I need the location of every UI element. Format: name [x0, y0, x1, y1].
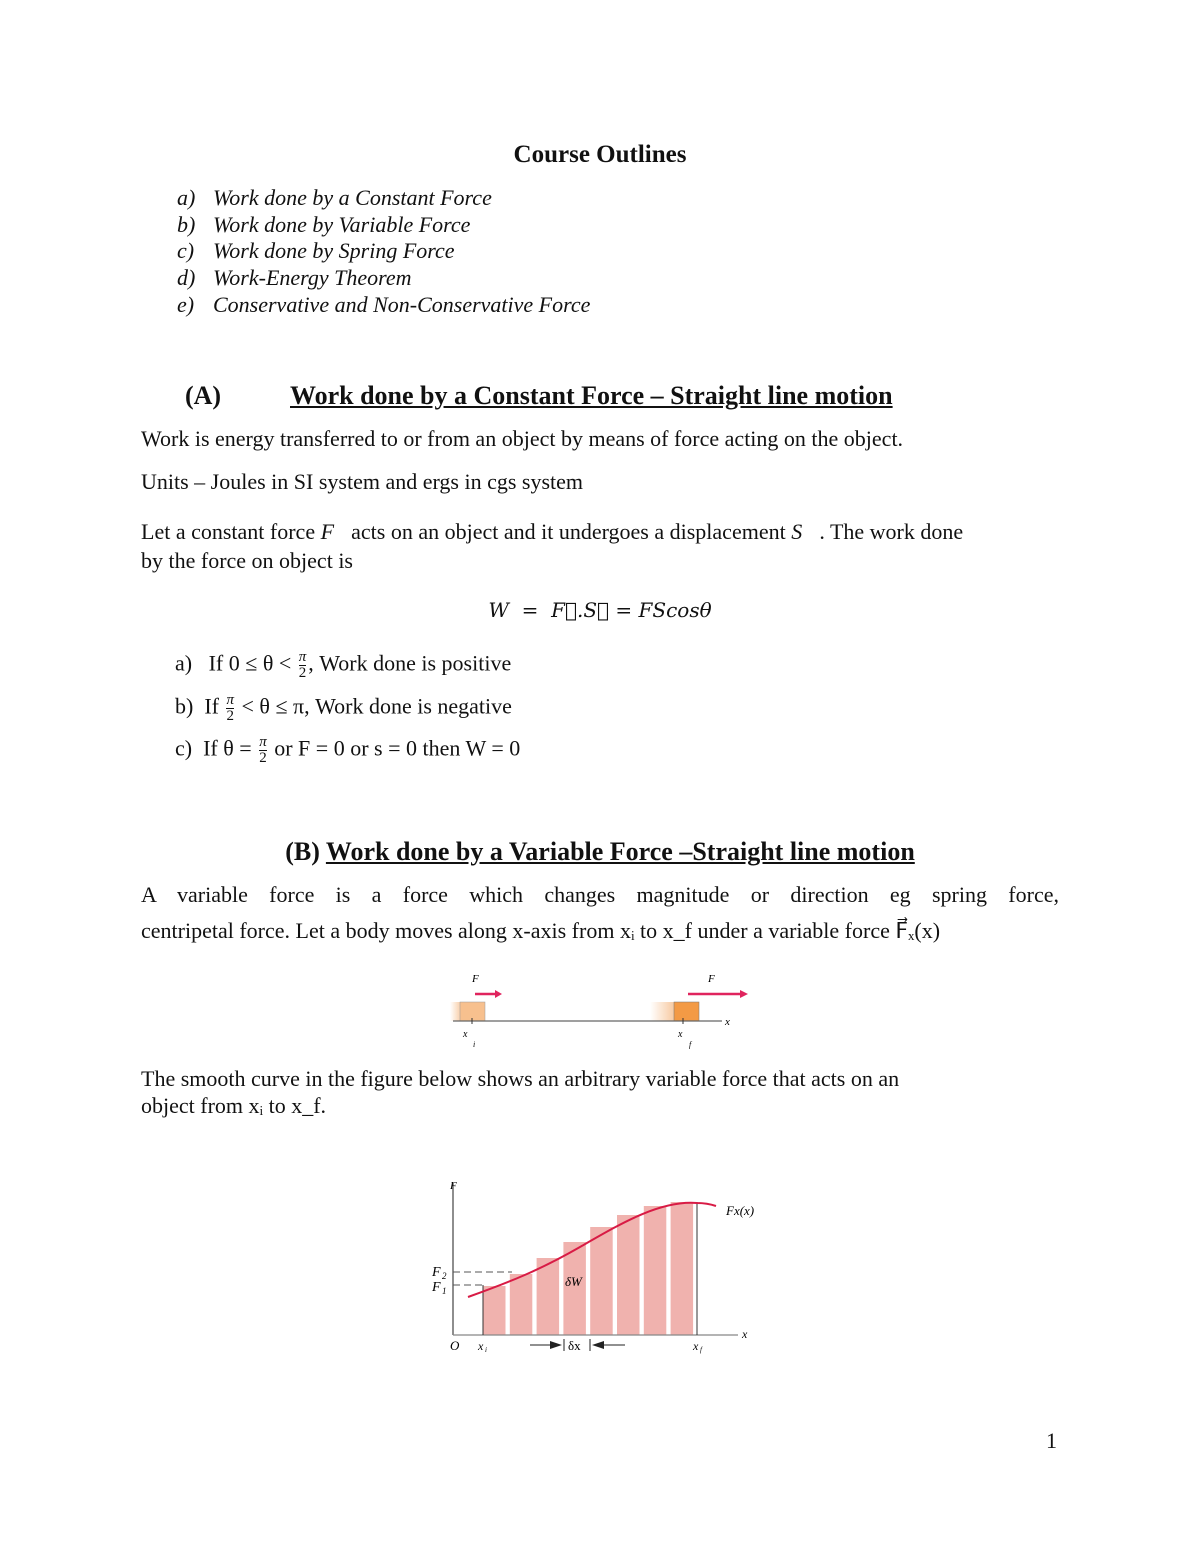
work-equation: W = F⃗.S⃗ = FScosθ [488, 598, 712, 622]
xf-label: x [678, 1029, 683, 1040]
f-axis-label: F [450, 1180, 457, 1192]
force-label: F [708, 973, 715, 985]
xi-label: x [463, 1029, 468, 1040]
numerator: π [298, 649, 307, 665]
text: . The work done [819, 519, 964, 544]
section-b-label: (B) [285, 837, 320, 866]
paragraph: by the force on object is [141, 548, 353, 573]
section-b-heading: Work done by a Variable Force –Straight line motion [325, 837, 915, 866]
variable-force-graph [420, 1170, 780, 1360]
numerator: π [259, 734, 267, 750]
text: acts on an object and it undergoes a displacement [351, 519, 792, 544]
fraction [259, 735, 267, 766]
denominator: 2 [259, 750, 267, 766]
outline-label: a) [177, 185, 196, 210]
fraction [299, 650, 307, 681]
section-a-label: (A) [185, 381, 222, 410]
final-block [674, 1002, 699, 1021]
x-axis-label: x [742, 1327, 748, 1341]
page-number: 1 [1046, 1428, 1057, 1453]
f1-label: F [432, 1280, 441, 1295]
outline-label: c) [177, 238, 195, 263]
arrowhead [550, 1341, 562, 1349]
case-item [175, 735, 520, 766]
outline-item: Work done by Variable Force [213, 212, 471, 237]
work-strip [483, 1286, 506, 1335]
text: Let a constant force [141, 519, 321, 544]
fraction [226, 693, 234, 724]
curve-label: Fx(x) [726, 1203, 755, 1218]
outline-label: e) [177, 292, 195, 317]
case-post: < θ ≤ π, Work done is negative [236, 693, 512, 719]
block-displacement-figure [440, 965, 770, 1055]
xi-label: x [478, 1339, 484, 1353]
work-strip [671, 1202, 694, 1335]
xf-subscript: f [700, 1346, 702, 1354]
case-label: a) [175, 650, 193, 676]
paragraph: centripetal force. Let a body moves along x-axis from xᵢ to x_f under a variable force F⃗ₓ(x) [141, 918, 941, 943]
force-vector: F⃗ [320, 519, 352, 544]
arrowhead [495, 990, 502, 998]
work-strips [483, 1202, 693, 1335]
case-post: or F = 0 or s = 0 then W = 0 [268, 735, 521, 761]
numerator: π [226, 692, 234, 708]
case-pre: If θ = [203, 735, 258, 761]
section-a-heading: Work done by a Constant Force – Straight line motion [290, 381, 893, 410]
work-strip [644, 1206, 667, 1335]
paragraph: A variable force is a force which changes magnitude or direction eg spring force, [141, 882, 1059, 907]
xi-subscript: i [473, 1040, 476, 1049]
case-pre: If [204, 693, 225, 719]
section-b-heading-line [0, 839, 1200, 865]
work-strip [590, 1227, 613, 1335]
outline-label: b) [177, 212, 196, 237]
case-label: c) [175, 735, 193, 761]
work-strip [617, 1215, 640, 1335]
xf-label: x [693, 1339, 699, 1353]
motion-blur [650, 1002, 675, 1021]
f2-label: F [432, 1265, 441, 1280]
origin-label: O [450, 1338, 460, 1353]
case-post: , Work done is positive [308, 650, 512, 676]
outline-item: Conservative and Non-Conservative Force [213, 292, 591, 317]
displacement-vector: S⃗ [791, 519, 820, 544]
page-title: Course Outlines [513, 141, 687, 168]
xf-subscript: f [689, 1040, 692, 1049]
f2-subscript: 2 [442, 1271, 447, 1281]
paragraph [141, 521, 963, 543]
force-label: F [472, 973, 479, 985]
work-strip [510, 1274, 533, 1335]
dw-label: δW [565, 1274, 582, 1289]
outline-label: d) [177, 265, 196, 290]
denominator: 2 [226, 708, 234, 724]
case-pre: If 0 ≤ θ < [208, 650, 297, 676]
paragraph: object from xᵢ to x_f. [141, 1093, 327, 1118]
case-label: b) [175, 693, 194, 719]
work-strip [537, 1258, 560, 1335]
outline-item: Work done by Spring Force [213, 238, 455, 263]
f1-subscript: 1 [442, 1286, 447, 1296]
paragraph: The smooth curve in the figure below shows an arbitrary variable force that acts on an [141, 1066, 900, 1091]
case-item [175, 650, 511, 681]
case-item [175, 693, 512, 724]
outline-item: Work done by a Constant Force [213, 185, 492, 210]
dx-label: δx [568, 1338, 581, 1353]
paragraph: Work is energy transferred to or from an object by means of force acting on the object. [141, 426, 904, 451]
xi-subscript: i [485, 1346, 487, 1354]
arrowhead [740, 990, 748, 998]
denominator: 2 [298, 665, 307, 681]
axis-label: x [725, 1016, 730, 1028]
paragraph: Units – Joules in SI system and ergs in cgs system [141, 469, 584, 494]
outline-item: Work-Energy Theorem [213, 265, 412, 290]
